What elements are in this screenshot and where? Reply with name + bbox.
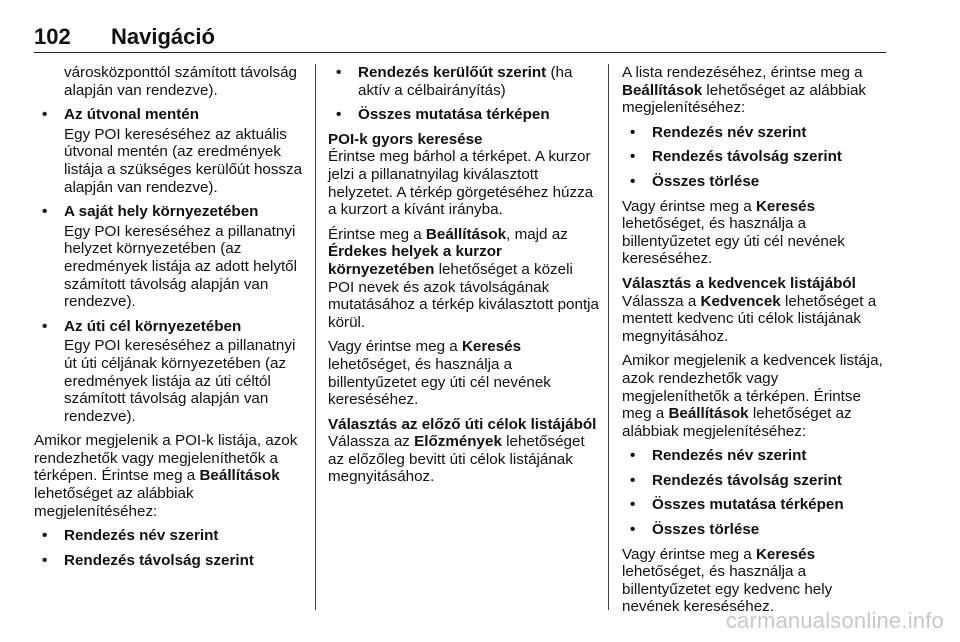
text-run: lehetőséget az alábbiak megjelenítéséhez: — [34, 485, 194, 520]
bullet-item: • Rendezés távolság szerint — [622, 148, 888, 166]
text-run: lehetőséget a közeli POI nevek és azok távolságának mutatásához a térkép kiválasztott pontja körül. — [328, 260, 599, 331]
paragraph: Egy POI kereséséhez a pillanatnyi út úti céljának környezetében (az eredmények listája az úti céltól számított távolság alapján van rendezve). — [64, 337, 296, 425]
column-1 — [34, 64, 310, 576]
bullet-item: • Összes törlése — [622, 521, 888, 539]
ui-term: Beállítások — [668, 405, 749, 423]
paragraph: városközponttól számított távolság alapján van rendezve). — [64, 64, 297, 99]
text-run: Érintse meg a — [328, 225, 426, 243]
section-heading: POI-k gyors keresése — [328, 130, 483, 148]
paragraph — [328, 433, 600, 486]
ui-term: Beállítások — [199, 467, 280, 485]
bullet-item: • Rendezés távolság szerint — [34, 552, 310, 570]
paragraph — [328, 338, 600, 408]
text-run: Vagy érintse meg a — [328, 338, 462, 356]
text-run: lehetőséget, és használja a billentyűzetet egy kedvenc hely nevének kereséséhez. — [622, 563, 833, 616]
paragraph — [622, 64, 888, 117]
paragraph — [622, 293, 888, 346]
paragraph — [622, 352, 888, 440]
bullet-item: • Rendezés távolság szerint — [622, 472, 888, 490]
text-run: Vagy érintse meg a — [622, 197, 756, 215]
text-run: lehetőséget az alábbiak megjelenítéséhez: — [622, 405, 852, 440]
text-run: Válassza az — [328, 433, 415, 451]
paragraph — [622, 546, 888, 616]
bullet-item: • Rendezés név szerint — [34, 527, 310, 545]
paragraph — [328, 226, 600, 332]
bullet-item: • Rendezés név szerint — [622, 124, 888, 142]
text-run: A lista rendezéséhez, érintse meg a — [622, 64, 863, 81]
ui-term: Keresés — [461, 338, 522, 356]
bullet-item: • Összes törlése — [622, 173, 888, 191]
text-run: Rendezés kerülőút szerint — [358, 64, 547, 81]
column-divider — [608, 64, 609, 610]
ui-term: Keresés — [755, 545, 816, 563]
page-header — [34, 22, 886, 53]
watermark: carmanualsonline.info — [725, 608, 944, 633]
bullet-item: • Összes mutatása térképen — [622, 496, 888, 514]
paragraph: Érintse meg bárhol a térképet. A kurzor jelzi a pillanatnyilag kiválasztott helyzetet. A térkép görgetéséhez húzza a kurzort a kívánt irányba. — [328, 148, 594, 219]
text-run: (ha aktív a célbairányítás) — [358, 64, 573, 99]
bullet-item — [328, 64, 600, 99]
ui-term: Előzmények — [414, 433, 502, 451]
section-heading: Választás a kedvencek listájából — [622, 274, 856, 292]
text-run: Amikor megjelenik a POI-k listája, azok rendezhetők vagy megjeleníthetők a térképen. Érintse meg a — [34, 432, 298, 485]
ui-term: Kedvencek — [700, 292, 781, 310]
text-run: , majd az — [506, 225, 568, 243]
bullet-item: • A saját hely környezetében — [34, 203, 310, 221]
paragraph: Egy POI kereséséhez az aktuális útvonal mentén (az eredmények listája a szükséges kerülőút hossza alapján van rendezve). — [64, 125, 303, 196]
paragraph — [34, 432, 310, 520]
paragraph — [622, 198, 888, 268]
text-run: Vagy érintse meg a — [622, 545, 756, 563]
bullet-item: • Összes mutatása térképen — [328, 106, 600, 124]
bullet-item: • Rendezés név szerint — [622, 447, 888, 465]
text-run: lehetőséget, és használja a billentyűzetet egy úti cél nevének kereséséhez. — [622, 215, 845, 268]
section-title: Navigáció — [111, 24, 215, 49]
bullet-item: • Az úti cél környezetében — [34, 318, 310, 336]
text-run: lehetőséget az előzőleg bevitt úti célok listájának megnyitásához. — [328, 433, 585, 486]
text-run: lehetőséget, és használja a billentyűzetet egy úti cél nevének kereséséhez. — [328, 355, 551, 409]
ui-term: Beállítások — [425, 225, 507, 243]
column-3 — [622, 64, 888, 623]
bullet-item: • Az útvonal mentén — [34, 106, 310, 124]
ui-term: Érdekes helyek a kurzor környezetében — [328, 243, 502, 278]
text-run: lehetőséget az alábbiak megjelenítéséhez: — [622, 81, 867, 117]
text-run: lehetőséget a mentett kedvenc úti célok listájának megnyitásához. — [622, 292, 877, 345]
column-2 — [328, 64, 600, 493]
page-number: 102 — [34, 24, 71, 49]
ui-term: Keresés — [755, 197, 816, 215]
ui-term: Beállítások — [622, 81, 703, 99]
column-divider — [315, 64, 316, 610]
section-heading: Választás az előző úti célok listájából — [328, 415, 597, 433]
text-run: Válassza a — [622, 292, 701, 310]
paragraph: Egy POI kereséséhez a pillanatnyi helyzet környezetében (az eredmények listája az adott helytől számított távolság alapján van rendezve). — [64, 222, 298, 311]
text-run: Amikor megjelenik a kedvencek listája, azok rendezhetők vagy megjeleníthetők a térképen. Érintse meg a — [622, 352, 883, 423]
